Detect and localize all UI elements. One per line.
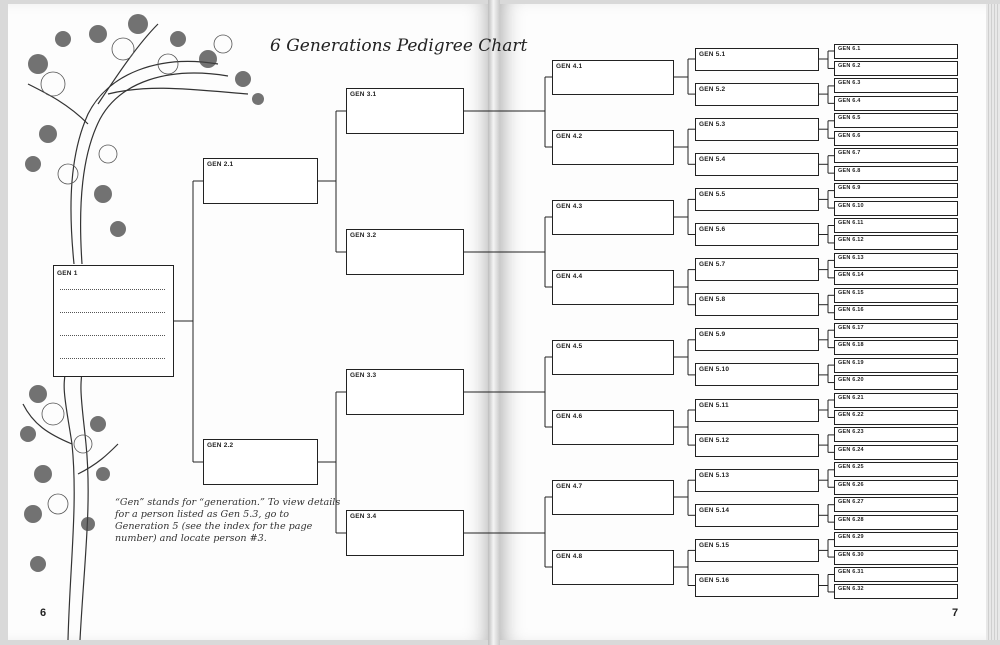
gen5-label: GEN 5.7	[699, 261, 726, 269]
gen6-box[interactable]	[834, 410, 958, 425]
gen5-box[interactable]	[695, 539, 819, 562]
gen5-box[interactable]	[695, 328, 819, 351]
gen6-box[interactable]	[834, 358, 958, 373]
gen6-box[interactable]	[834, 323, 958, 338]
gen6-label: GEN 6.25	[838, 464, 864, 471]
gen6-label: GEN 6.19	[838, 359, 864, 366]
gen5-label: GEN 5.2	[699, 85, 726, 93]
gen6-label: GEN 6.31	[838, 569, 864, 575]
gen3-box[interactable]	[346, 88, 464, 134]
gen4-label: GEN 4.3	[556, 202, 583, 210]
gen1-box[interactable]	[53, 265, 174, 377]
gen6-label: GEN 6.24	[838, 446, 864, 453]
gen6-label: GEN 6.13	[838, 254, 864, 261]
gen6-label: GEN 6.16	[838, 307, 864, 314]
gen6-box[interactable]	[834, 166, 958, 181]
gen5-box[interactable]	[695, 399, 819, 422]
gen6-box[interactable]	[834, 480, 958, 495]
gen6-box[interactable]	[834, 567, 958, 582]
gen6-label: GEN 6.10	[838, 202, 864, 209]
gen5-label: GEN 5.16	[699, 577, 730, 584]
gen6-label: GEN 6.4	[838, 97, 861, 104]
gen6-box[interactable]	[834, 340, 958, 355]
gen6-label: GEN 6.11	[838, 220, 864, 226]
gen4-label: GEN 4.2	[556, 132, 583, 140]
gen5-box[interactable]	[695, 258, 819, 281]
gen6-box[interactable]	[834, 148, 958, 163]
gen5-label: GEN 5.14	[699, 506, 730, 514]
gen6-label: GEN 6.9	[838, 185, 861, 192]
gen6-box[interactable]	[834, 550, 958, 565]
gen6-box[interactable]	[834, 375, 958, 390]
gen6-label: GEN 6.32	[838, 586, 864, 593]
gen6-label: GEN 6.28	[838, 516, 864, 523]
gen6-label: GEN 6.17	[838, 324, 864, 331]
gen4-label: GEN 4.6	[556, 412, 583, 420]
gen6-box[interactable]	[834, 131, 958, 146]
gen6-box[interactable]	[834, 113, 958, 128]
gen4-box[interactable]	[552, 340, 674, 375]
gen6-label: GEN 6.15	[838, 289, 864, 296]
gen6-label: GEN 6.12	[838, 237, 864, 244]
gen1-line-3[interactable]	[60, 335, 165, 336]
gen6-label: GEN 6.23	[838, 429, 864, 436]
gen6-label: GEN 6.26	[838, 481, 864, 488]
gen5-label: GEN 5.9	[699, 331, 726, 339]
gen5-box[interactable]	[695, 504, 819, 527]
gen4-label: GEN 4.7	[556, 482, 583, 490]
gen-explanation-note: “Gen” stands for “generation.” To view details for a person listed as Gen 5.3, go to Generation 5 (see the index for the page number) and locate person #3.	[115, 497, 341, 544]
gen5-box[interactable]	[695, 188, 819, 211]
gen6-box[interactable]	[834, 497, 958, 512]
gen5-box[interactable]	[695, 293, 819, 316]
gen6-label: GEN 6.29	[838, 534, 864, 541]
chart-title: 6 Generations Pedigree Chart	[270, 36, 528, 56]
gen4-box[interactable]	[552, 200, 674, 235]
gen5-label: GEN 5.4	[699, 155, 726, 163]
gen5-label: GEN 5.3	[699, 120, 726, 128]
gen5-box[interactable]	[695, 574, 819, 597]
gen1-label: GEN 1	[57, 270, 78, 277]
gen6-box[interactable]	[834, 218, 958, 233]
gen3-box[interactable]	[346, 369, 464, 415]
gen6-label: GEN 6.22	[838, 411, 864, 418]
gen6-label: GEN 6.1	[838, 45, 861, 52]
gen4-box[interactable]	[552, 130, 674, 165]
gen5-label: GEN 5.13	[699, 471, 730, 479]
gen5-label: GEN 5.1	[699, 50, 726, 58]
gen3-label: GEN 3.4	[350, 513, 377, 520]
gen5-label: GEN 5.12	[699, 436, 730, 444]
gen6-box[interactable]	[834, 96, 958, 111]
gen4-box[interactable]	[552, 480, 674, 515]
gen6-label: GEN 6.6	[838, 132, 861, 139]
gen3-label: GEN 3.2	[350, 232, 377, 239]
gen6-label: GEN 6.5	[838, 115, 861, 122]
gen5-box[interactable]	[695, 118, 819, 141]
gen6-label: GEN 6.18	[838, 342, 864, 349]
gen6-box[interactable]	[834, 270, 958, 285]
gen2-label: GEN 2.1	[207, 161, 234, 168]
gen6-box[interactable]	[834, 532, 958, 547]
gen6-box[interactable]	[834, 288, 958, 303]
gen6-label: GEN 6.8	[838, 167, 861, 174]
gen6-box[interactable]	[834, 427, 958, 442]
gen4-box[interactable]	[552, 270, 674, 305]
gen3-label: GEN 3.3	[350, 372, 377, 379]
gen2-label: GEN 2.2	[207, 442, 234, 449]
gen5-label: GEN 5.15	[699, 541, 730, 549]
gen6-label: GEN 6.30	[838, 551, 864, 558]
gen5-box[interactable]	[695, 48, 819, 71]
gen5-box[interactable]	[695, 469, 819, 492]
gen1-line-4[interactable]	[60, 358, 165, 359]
gen6-box[interactable]	[834, 584, 958, 599]
gen6-label: GEN 6.27	[838, 499, 864, 506]
gen5-box[interactable]	[695, 153, 819, 176]
gen6-box[interactable]	[834, 235, 958, 250]
gen4-box[interactable]	[552, 60, 674, 95]
gen3-box[interactable]	[346, 510, 464, 556]
gen4-label: GEN 4.4	[556, 272, 583, 280]
gen5-box[interactable]	[695, 83, 819, 106]
gen5-box[interactable]	[695, 223, 819, 246]
gen6-box[interactable]	[834, 78, 958, 93]
gen5-label: GEN 5.10	[699, 366, 730, 374]
gen4-label: GEN 4.5	[556, 342, 583, 350]
gen6-label: GEN 6.14	[838, 272, 864, 279]
gen6-box[interactable]	[834, 201, 958, 216]
gen5-label: GEN 5.6	[699, 226, 726, 233]
gen6-box[interactable]	[834, 253, 958, 268]
gen6-box[interactable]	[834, 61, 958, 76]
gen4-box[interactable]	[552, 410, 674, 445]
gen1-line-1[interactable]	[60, 289, 165, 290]
gen1-line-2[interactable]	[60, 312, 165, 313]
gen5-label: GEN 5.11	[699, 401, 729, 409]
gen6-box[interactable]	[834, 462, 958, 477]
gen6-label: GEN 6.20	[838, 377, 864, 384]
gen6-label: GEN 6.2	[838, 62, 861, 69]
gen5-box[interactable]	[695, 363, 819, 386]
gen5-label: GEN 5.8	[699, 296, 726, 304]
gen2-box[interactable]	[203, 439, 318, 485]
page-number-left: 6	[40, 607, 47, 619]
gen6-box[interactable]	[834, 445, 958, 460]
gen6-label: GEN 6.21	[838, 394, 864, 401]
gen4-label: GEN 4.8	[556, 552, 583, 560]
gen6-label: GEN 6.7	[838, 150, 861, 157]
gen6-box[interactable]	[834, 183, 958, 198]
gen6-box[interactable]	[834, 44, 958, 59]
gen6-box[interactable]	[834, 305, 958, 320]
gen5-label: GEN 5.5	[699, 190, 726, 198]
gen2-box[interactable]	[203, 158, 318, 204]
gen3-label: GEN 3.1	[350, 91, 377, 98]
gen5-box[interactable]	[695, 434, 819, 457]
page-number-right: 7	[952, 607, 959, 619]
gen3-box[interactable]	[346, 229, 464, 275]
gen6-box[interactable]	[834, 515, 958, 530]
gen6-box[interactable]	[834, 393, 958, 408]
gen6-label: GEN 6.3	[838, 80, 861, 87]
gen4-label: GEN 4.1	[556, 62, 583, 70]
gen4-box[interactable]	[552, 550, 674, 585]
